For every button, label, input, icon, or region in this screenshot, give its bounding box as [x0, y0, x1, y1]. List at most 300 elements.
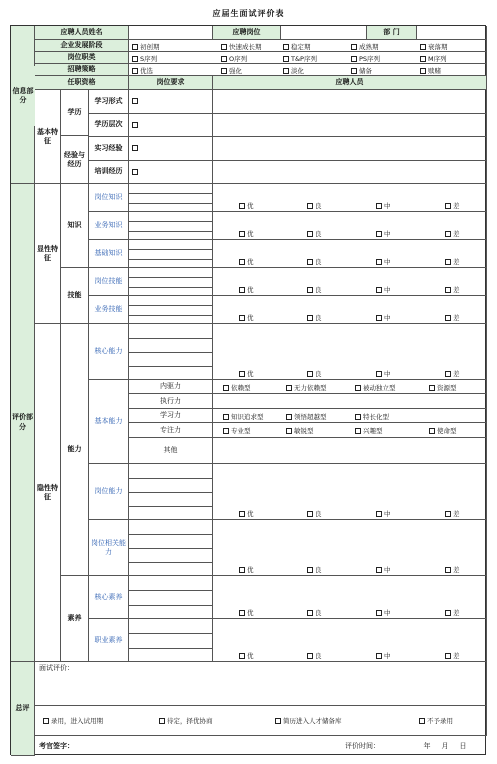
job-qualification-header: 任职资格: [35, 76, 129, 90]
option-label: 差: [453, 202, 460, 210]
comment-field[interactable]: 面试评价：: [35, 662, 487, 706]
checkbox-icon[interactable]: [445, 231, 451, 237]
checkbox-icon[interactable]: [445, 610, 451, 616]
row-divider: [129, 506, 213, 507]
checkbox-icon[interactable]: [376, 567, 382, 573]
applicant-name-input[interactable]: [129, 26, 213, 40]
checkbox-icon[interactable]: [355, 385, 361, 391]
option-2-4[interactable]: [420, 66, 441, 75]
knowledge-label: 知识: [61, 184, 89, 268]
checkbox-icon[interactable]: [355, 428, 361, 434]
checkbox-icon[interactable]: [239, 653, 245, 659]
checkbox-icon[interactable]: [376, 371, 382, 377]
row-divider: [129, 366, 213, 367]
knowledge-1-grade-1[interactable]: [307, 229, 322, 238]
checkbox-icon[interactable]: [223, 414, 229, 420]
checkbox-icon[interactable]: [132, 68, 138, 74]
knowledge-0-grade-3[interactable]: [445, 201, 460, 210]
knowledge-0-grade-1[interactable]: [307, 201, 322, 210]
row-divider: [129, 287, 213, 288]
signer-label[interactable]: 考官签字：: [39, 741, 74, 750]
option-label: 差: [453, 230, 460, 238]
checkbox-icon[interactable]: [445, 259, 451, 265]
skill-req-0[interactable]: [129, 268, 213, 296]
option-label: 差: [453, 566, 460, 574]
knowledge-item-1: 业务知识: [89, 212, 129, 240]
skill-1-grade-1[interactable]: [307, 313, 322, 322]
basic-ability-2-2[interactable]: [355, 412, 389, 421]
option-label: 待定，择优协商: [167, 717, 213, 725]
skill-label: 技能: [61, 268, 89, 324]
option-label: 优: [247, 510, 254, 518]
core-ability-grade-0[interactable]: [239, 369, 254, 378]
row-divider: [129, 562, 213, 563]
option-label: 淡化: [291, 67, 304, 75]
post-ability-grade-3[interactable]: [445, 509, 460, 518]
checkbox-icon[interactable]: [429, 428, 435, 434]
option-label: 使命型: [437, 427, 457, 436]
checkbox-icon[interactable]: [283, 44, 289, 50]
checkbox-icon[interactable]: [445, 567, 451, 573]
basic-ability-2-1[interactable]: [286, 412, 327, 421]
checkbox-icon[interactable]: [221, 68, 227, 74]
basic-item-applicant-2[interactable]: [213, 137, 487, 161]
basic-ability-0-2[interactable]: [355, 383, 396, 392]
basic-item-req-3[interactable]: [129, 161, 213, 185]
row-divider: [129, 338, 213, 339]
option-label: 差: [453, 609, 460, 617]
row-divider: [129, 605, 213, 606]
checkbox-icon[interactable]: [239, 203, 245, 209]
row-divider: [129, 203, 213, 204]
option-2-3[interactable]: [351, 66, 372, 75]
option-label: 储备: [359, 67, 372, 75]
basic-item-2: 实习经验: [89, 137, 129, 161]
option-0-3[interactable]: [351, 42, 379, 51]
option-label: 无力依赖型: [294, 384, 327, 392]
option-label: 被动独立型: [363, 384, 396, 392]
basic-ability-row-3: 专注力: [129, 423, 213, 437]
option-label: 衰落期: [428, 43, 448, 51]
option-label: 特长化型: [363, 412, 389, 421]
option-label: 良: [315, 652, 322, 660]
checkbox-icon[interactable]: [376, 203, 382, 209]
related-ability-grade-1[interactable]: [307, 565, 322, 574]
checkbox-icon[interactable]: [429, 385, 435, 391]
knowledge-1-grade-0[interactable]: [239, 229, 254, 238]
option-label: 优选: [140, 67, 153, 75]
row-label-1: 岗位职类: [35, 52, 129, 64]
quality-0-grade-0[interactable]: [239, 608, 254, 617]
row-divider: [129, 633, 213, 634]
skill-0-grade-2[interactable]: [376, 285, 391, 294]
option-label: 优: [247, 202, 254, 210]
department-input[interactable]: [417, 26, 487, 40]
checkbox-icon[interactable]: [221, 56, 227, 62]
skill-0-grade-0[interactable]: [239, 285, 254, 294]
option-label: 初创期: [140, 43, 160, 51]
checkbox-icon[interactable]: [275, 718, 281, 724]
row-divider: [129, 648, 213, 649]
option-label: 知识追求型: [231, 412, 264, 421]
checkbox-icon[interactable]: [351, 68, 357, 74]
row-label-2: 招聘策略: [35, 64, 129, 76]
checkbox-icon[interactable]: [307, 259, 313, 265]
checkbox-icon[interactable]: [307, 610, 313, 616]
checkbox-icon[interactable]: [132, 44, 138, 50]
option-label: 成熟期: [359, 43, 379, 51]
option-label: 差: [453, 286, 460, 294]
quality-req-1[interactable]: [129, 619, 213, 662]
option-label: 良: [315, 566, 322, 574]
option-0-1[interactable]: [221, 42, 262, 51]
quality-item-0: 核心素养: [89, 576, 129, 619]
checkbox-icon[interactable]: [239, 511, 245, 517]
option-label: 优: [247, 609, 254, 617]
knowledge-item-2: 基础知识: [89, 240, 129, 268]
row-divider: [129, 231, 213, 232]
knowledge-1-grade-2[interactable]: [376, 229, 391, 238]
option-0-4[interactable]: [420, 42, 448, 51]
checkbox-icon[interactable]: [355, 414, 361, 420]
basic-ability-opts-4: [213, 438, 487, 464]
option-2-0[interactable]: [132, 66, 153, 75]
option-label: 资源型: [437, 384, 457, 392]
option-1-4[interactable]: [420, 54, 447, 63]
checkbox-icon[interactable]: [239, 610, 245, 616]
knowledge-req-0[interactable]: [129, 184, 213, 212]
post-ability-grade-2[interactable]: [376, 509, 391, 518]
checkbox-icon[interactable]: [376, 287, 382, 293]
option-label: 中: [384, 370, 391, 378]
checkbox-icon[interactable]: [283, 68, 289, 74]
option-label: 差: [453, 510, 460, 518]
position-input[interactable]: [281, 26, 367, 40]
row-divider: [129, 478, 213, 479]
option-label: T&P序列: [291, 55, 317, 63]
row-divider: [129, 492, 213, 493]
option-label: M序列: [428, 55, 447, 63]
checkbox-icon[interactable]: [376, 610, 382, 616]
option-label: 良: [315, 286, 322, 294]
basic-ability-row-4: 其他: [129, 438, 213, 464]
checkbox-icon[interactable]: [445, 287, 451, 293]
option-2-2[interactable]: [283, 66, 304, 75]
option-label: 良: [315, 258, 322, 266]
experience-label: 经验与经历: [61, 136, 89, 184]
row-divider: [129, 259, 213, 260]
core-ability-grade-3[interactable]: [445, 369, 460, 378]
row-divider: [129, 315, 213, 316]
checkbox-icon[interactable]: [307, 203, 313, 209]
basic-ability-row-1: 执行力: [129, 394, 213, 408]
checkbox-icon[interactable]: [286, 414, 292, 420]
basic-ability-3-0[interactable]: [223, 426, 251, 435]
row-divider: [129, 548, 213, 549]
basic-ability-0-0[interactable]: [223, 383, 251, 392]
option-label: 中: [384, 286, 391, 294]
quality-1-grade-2[interactable]: [376, 651, 391, 660]
quality-1-grade-0[interactable]: [239, 651, 254, 660]
checkbox-icon[interactable]: [159, 718, 165, 724]
basic-item-applicant-1[interactable]: [213, 114, 487, 138]
checkbox-icon[interactable]: [283, 56, 289, 62]
option-label: 良: [315, 230, 322, 238]
knowledge-0-grade-0[interactable]: [239, 201, 254, 210]
checkbox-icon[interactable]: [307, 511, 313, 517]
basic-ability-3-3[interactable]: [429, 426, 457, 435]
option-label: 优: [247, 258, 254, 266]
date-label: 评价时间：: [345, 741, 380, 750]
option-label: 兴趣型: [363, 427, 383, 436]
checkbox-icon[interactable]: [376, 315, 382, 321]
checkbox-icon[interactable]: [307, 287, 313, 293]
row-divider: [129, 534, 213, 535]
basic-ability-row-0: 内驱力: [129, 380, 213, 394]
option-label: 强化: [229, 67, 242, 75]
date-unit-2[interactable]: 日: [459, 741, 467, 750]
option-label: 中: [384, 652, 391, 660]
department-label: 部 门: [367, 26, 417, 40]
related-ability-grade-2[interactable]: [376, 565, 391, 574]
option-1-1[interactable]: [221, 54, 247, 63]
option-label: 优: [247, 230, 254, 238]
checkbox-icon[interactable]: [239, 371, 245, 377]
skill-0-grade-3[interactable]: [445, 285, 460, 294]
checkbox-icon[interactable]: [376, 231, 382, 237]
applicant-name-label: 应聘人员姓名: [35, 26, 129, 40]
checkbox-icon[interactable]: [239, 287, 245, 293]
checkbox-icon[interactable]: [239, 259, 245, 265]
row-divider: [129, 193, 213, 194]
basic-ability-3-1[interactable]: [286, 426, 314, 435]
option-label: 依赖型: [231, 384, 251, 392]
basic-ability-3-2[interactable]: [355, 426, 383, 435]
quality-0-grade-1[interactable]: [307, 608, 322, 617]
eval-section-label: 评价部分: [11, 184, 35, 662]
knowledge-1-grade-3[interactable]: [445, 229, 460, 238]
skill-1-grade-2[interactable]: [376, 313, 391, 322]
option-label: 中: [384, 566, 391, 574]
checkbox-icon[interactable]: [420, 44, 426, 50]
checkbox-icon[interactable]: [307, 653, 313, 659]
basic-item-0: 学习形式: [89, 90, 129, 114]
option-label: O序列: [229, 55, 248, 63]
basic-feature-label: 基本特征: [35, 90, 61, 184]
education-label: 学历: [61, 90, 89, 136]
basic-item-1: 学历层次: [89, 114, 129, 138]
basic-ability-label: 基本能力: [89, 380, 129, 464]
basic-ability-2-0[interactable]: [223, 412, 264, 421]
checkbox-icon[interactable]: [43, 718, 49, 724]
option-label: 优: [247, 370, 254, 378]
checkbox-icon[interactable]: [239, 231, 245, 237]
checkbox-icon[interactable]: [307, 371, 313, 377]
basic-item-req-2[interactable]: [129, 137, 213, 161]
post-ability-grade-0[interactable]: [239, 509, 254, 518]
knowledge-req-1[interactable]: [129, 212, 213, 240]
option-label: 领悟超越型: [294, 412, 327, 421]
option-label: 专业型: [231, 427, 251, 436]
knowledge-2-grade-3[interactable]: [445, 257, 460, 266]
option-1-0[interactable]: [132, 54, 157, 63]
option-2-1[interactable]: [221, 66, 242, 75]
row-divider: [129, 221, 213, 222]
row-divider: [129, 249, 213, 250]
post-requirement-header: 岗位要求: [129, 76, 213, 90]
quality-1-grade-3[interactable]: [445, 651, 460, 660]
checkbox-icon[interactable]: [286, 428, 292, 434]
option-label: 差: [453, 258, 460, 266]
option-label: 良: [315, 202, 322, 210]
core-ability-grade-1[interactable]: [307, 369, 322, 378]
related-ability-grade-3[interactable]: [445, 565, 460, 574]
basic-item-checkbox-3[interactable]: [132, 169, 138, 175]
checkbox-icon[interactable]: [445, 511, 451, 517]
position-label: 应聘岗位: [213, 26, 281, 40]
option-label: PS序列: [359, 55, 381, 63]
checkbox-icon[interactable]: [419, 718, 425, 724]
skill-1-grade-0[interactable]: [239, 313, 254, 322]
option-label: 赎赌: [428, 67, 441, 75]
checkbox-icon[interactable]: [132, 56, 138, 62]
checkbox-icon[interactable]: [351, 44, 357, 50]
related-ability-grade-0[interactable]: [239, 565, 254, 574]
checkbox-icon[interactable]: [239, 315, 245, 321]
option-label: 良: [315, 609, 322, 617]
checkbox-icon[interactable]: [307, 231, 313, 237]
checkbox-icon[interactable]: [351, 56, 357, 62]
option-label: 中: [384, 609, 391, 617]
info-section-label: 信息部分: [11, 66, 35, 126]
checkbox-icon[interactable]: [445, 315, 451, 321]
option-label: 优: [247, 652, 254, 660]
knowledge-2-grade-0[interactable]: [239, 257, 254, 266]
basic-ability-0-1[interactable]: [286, 383, 327, 392]
post-ability-label: 岗位能力: [89, 464, 129, 520]
option-label: 稳定期: [291, 43, 311, 51]
row-divider: [129, 277, 213, 278]
decision-option-1[interactable]: [159, 716, 213, 725]
option-label: 中: [384, 258, 391, 266]
option-label: 敏锐型: [294, 427, 314, 436]
date-unit-1[interactable]: 月: [441, 741, 449, 750]
option-0-2[interactable]: [283, 42, 311, 51]
checkbox-icon[interactable]: [376, 653, 382, 659]
basic-item-3: 培训经历: [89, 161, 129, 185]
option-label: 优: [247, 314, 254, 322]
checkbox-icon[interactable]: [307, 567, 313, 573]
basic-ability-row-2: 学习力: [129, 409, 213, 423]
option-0-0[interactable]: [132, 42, 160, 51]
option-label: 差: [453, 652, 460, 660]
applicant-header: 应聘人员: [213, 76, 487, 90]
basic-item-checkbox-0[interactable]: [132, 98, 138, 104]
summary-label: 总评: [11, 662, 35, 756]
checkbox-icon[interactable]: [376, 259, 382, 265]
row-divider: [129, 590, 213, 591]
option-label: 中: [384, 314, 391, 322]
basic-item-checkbox-1[interactable]: [132, 122, 138, 128]
checkbox-icon[interactable]: [223, 385, 229, 391]
checkbox-icon[interactable]: [221, 44, 227, 50]
basic-item-req-1[interactable]: [129, 114, 213, 138]
knowledge-2-grade-2[interactable]: [376, 257, 391, 266]
knowledge-item-0: 岗位知识: [89, 184, 129, 212]
skill-1-grade-3[interactable]: [445, 313, 460, 322]
knowledge-2-grade-1[interactable]: [307, 257, 322, 266]
quality-0-grade-3[interactable]: [445, 608, 460, 617]
option-1-3[interactable]: [351, 54, 380, 63]
checkbox-icon[interactable]: [223, 428, 229, 434]
option-label: 不予录用: [427, 717, 453, 725]
quality-0-grade-2[interactable]: [376, 608, 391, 617]
checkbox-icon[interactable]: [307, 315, 313, 321]
option-label: 中: [384, 230, 391, 238]
core-ability-grade-2[interactable]: [376, 369, 391, 378]
option-label: 差: [453, 314, 460, 322]
checkbox-icon[interactable]: [445, 653, 451, 659]
checkbox-icon[interactable]: [445, 203, 451, 209]
basic-item-applicant-3[interactable]: [213, 161, 487, 185]
option-label: 良: [315, 370, 322, 378]
option-label: 录用，进入试用期: [51, 717, 103, 725]
decision-option-0[interactable]: [43, 716, 103, 725]
quality-item-1: 职业素养: [89, 619, 129, 662]
option-label: 差: [453, 370, 460, 378]
option-label: 中: [384, 510, 391, 518]
implicit-feature-label: 隐性特征: [35, 324, 61, 662]
skill-item-0: 岗位技能: [89, 268, 129, 296]
quality-req-0[interactable]: [129, 576, 213, 619]
option-label: 优: [247, 286, 254, 294]
option-label: S序列: [140, 55, 158, 63]
quality-1-grade-1[interactable]: [307, 651, 322, 660]
quality-label: 素养: [61, 576, 89, 662]
explicit-feature-label: 显性特征: [35, 184, 61, 324]
decision-option-3[interactable]: [419, 716, 453, 725]
option-label: 中: [384, 202, 391, 210]
post-ability-grade-1[interactable]: [307, 509, 322, 518]
basic-item-checkbox-2[interactable]: [132, 145, 138, 151]
option-1-2[interactable]: [283, 54, 317, 63]
skill-0-grade-1[interactable]: [307, 285, 322, 294]
basic-ability-0-3[interactable]: [429, 383, 457, 392]
skill-req-1[interactable]: [129, 296, 213, 324]
basic-item-applicant-0[interactable]: [213, 90, 487, 114]
decision-option-2[interactable]: [275, 716, 342, 725]
basic-item-req-0[interactable]: [129, 90, 213, 114]
checkbox-icon[interactable]: [286, 385, 292, 391]
evaluation-form: [10, 25, 486, 755]
date-unit-0[interactable]: 年: [423, 741, 431, 750]
form-title: 应届生面试评价表: [212, 9, 285, 18]
option-label: 优: [247, 566, 254, 574]
related-ability-label: 岗位相关能力: [89, 520, 129, 576]
skill-item-1: 业务技能: [89, 296, 129, 324]
checkbox-icon[interactable]: [445, 371, 451, 377]
checkbox-icon[interactable]: [420, 56, 426, 62]
checkbox-icon[interactable]: [376, 511, 382, 517]
row-label-0: 企业发展阶段: [35, 40, 129, 52]
row-divider: [129, 352, 213, 353]
option-label: 简历进入人才储备库: [283, 717, 342, 725]
option-label: 良: [315, 314, 322, 322]
knowledge-req-2[interactable]: [129, 240, 213, 268]
checkbox-icon[interactable]: [239, 567, 245, 573]
knowledge-0-grade-2[interactable]: [376, 201, 391, 210]
checkbox-icon[interactable]: [420, 68, 426, 74]
